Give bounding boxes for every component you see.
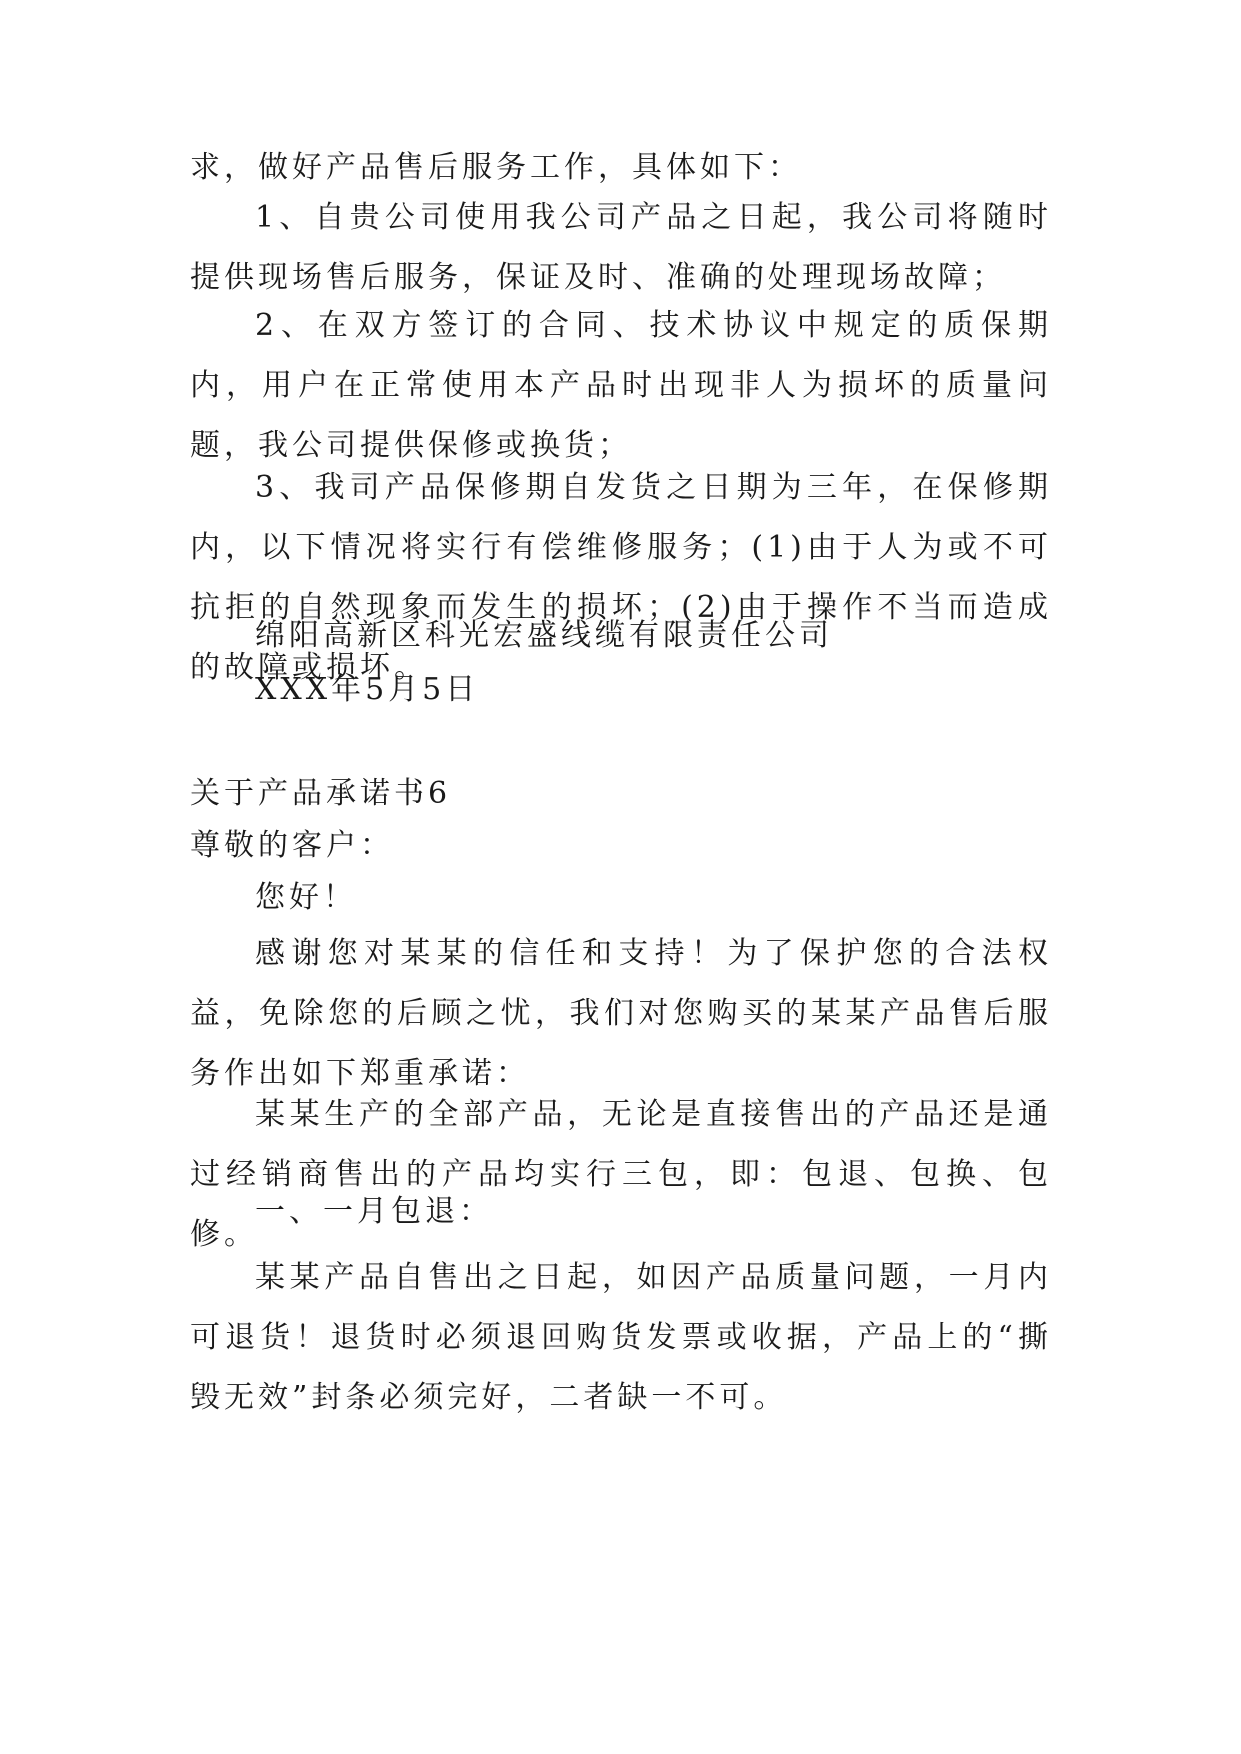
section-title: 关于产品承诺书6	[190, 776, 452, 811]
paragraph-thanks: 感谢您对某某的信任和支持！为了保护您的合法权益，免除您的后顾之忧，我们对您购买的某某产品售后服务作出如下郑重承诺：	[190, 936, 1052, 1091]
intro-fragment: 求，做好产品售后服务工作，具体如下：	[190, 150, 802, 185]
greeting: 您好！	[255, 880, 357, 915]
paragraph-return-policy: 某某产品自售出之日起，如因产品质量问题，一月内可退货！退货时必须退回购货发票或收据，产品上的“撕毁无效”封条必须完好，二者缺一不可。	[190, 1260, 1052, 1415]
company-signature: 绵阳高新区科光宏盛线缆有限责任公司	[255, 618, 833, 653]
item-1: 1、自贵公司使用我公司产品之日起，我公司将随时提供现场售后服务，保证及时、准确的处理现场故障；	[190, 200, 1052, 295]
signature-date: XXX年5月5日	[255, 672, 480, 707]
paragraph-three-guarantees: 某某生产的全部产品，无论是直接售出的产品还是通过经销商售出的产品均实行三包，即：包退、包换、包修。	[190, 1097, 1052, 1252]
salutation: 尊敬的客户：	[190, 828, 394, 863]
item-2: 2、在双方签订的合同、技术协议中规定的质保期内，用户在正常使用本产品时出现非人为损坏的质量问题，我公司提供保修或换货；	[190, 308, 1052, 463]
item-3: 3、我司产品保修期自发货之日期为三年，在保修期内，以下情况将实行有偿维修服务；(1)由于人为或不可抗拒的自然现象而发生的损坏；(2)由于操作不当而造成的故障或损坏。	[190, 470, 1052, 685]
heading-one-month-return: 一、一月包退：	[255, 1194, 493, 1229]
